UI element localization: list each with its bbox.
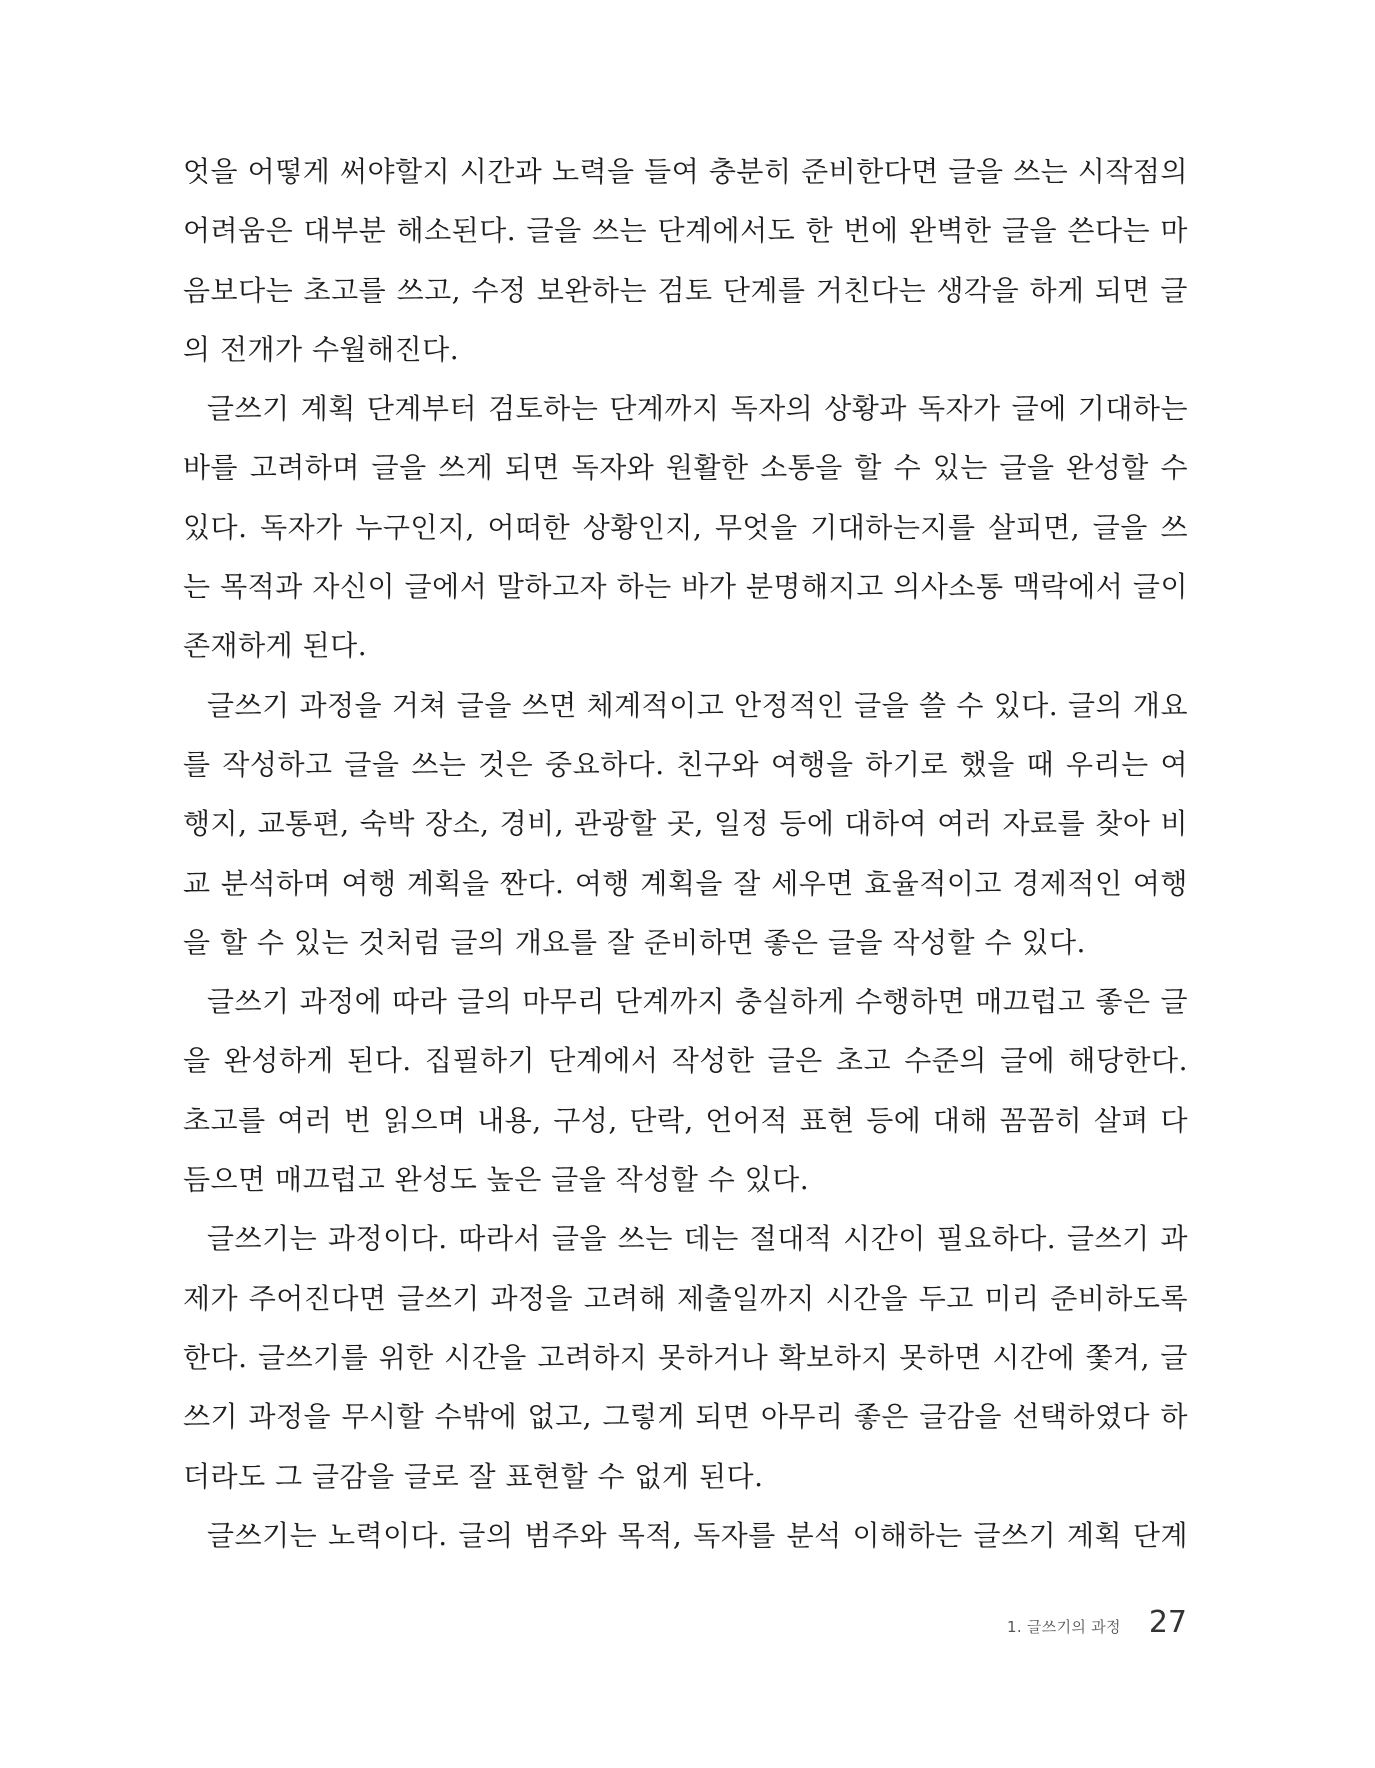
text-line: 교 분석하며 여행 계획을 짠다. 여행 계획을 잘 세우면 효율적이고 경제적인 여행 [183, 866, 1188, 900]
text-line: 바를 고려하며 글을 쓰게 되면 독자와 원활한 소통을 할 수 있는 글을 완성할 수 [183, 451, 1188, 485]
text-line: 존재하게 된다. [183, 629, 368, 663]
text-line: 쓰기 과정을 무시할 수밖에 없고, 그렇게 되면 아무리 좋은 글감을 선택하였다 하 [183, 1400, 1188, 1434]
text-line: 를 작성하고 글을 쓰는 것은 중요하다. 친구와 여행을 하기로 했을 때 우리는 여 [183, 747, 1188, 781]
text-line: 음보다는 초고를 쓰고, 수정 보완하는 검토 단계를 거친다는 생각을 하게 되면 글 [183, 273, 1188, 307]
text-line: 는 목적과 자신이 글에서 말하고자 하는 바가 분명해지고 의사소통 맥락에서 글이 [183, 570, 1188, 604]
text-line: 있다. 독자가 누구인지, 어떠한 상황인지, 무엇을 기대하는지를 살피면, 글을 쓰 [183, 510, 1188, 544]
text-line: 을 완성하게 된다. 집필하기 단계에서 작성한 글은 초고 수준의 글에 해당한다. [183, 1044, 1188, 1078]
text-line: 더라도 그 글감을 글로 잘 표현할 수 없게 된다. [183, 1459, 764, 1493]
text-line: 의 전개가 수월해진다. [183, 332, 460, 366]
text-line: 글쓰기 과정에 따라 글의 마무리 단계까지 충실하게 수행하면 매끄럽고 좋은 글 [207, 985, 1188, 1019]
text-line: 한다. 글쓰기를 위한 시간을 고려하지 못하거나 확보하지 못하면 시간에 쫓겨, 글 [183, 1340, 1188, 1374]
chapter-title: 1. 글쓰기의 과정 [1007, 1618, 1121, 1636]
text-line: 어려움은 대부분 해소된다. 글을 쓰는 단계에서도 한 번에 완벽한 글을 쓴다는 마 [183, 214, 1188, 248]
text-line: 행지, 교통편, 숙박 장소, 경비, 관광할 곳, 일정 등에 대하여 여러 자료를 찾아 비 [183, 807, 1188, 841]
text-line: 글쓰기 과정을 거쳐 글을 쓰면 체계적이고 안정적인 글을 쓸 수 있다. 글의 개요 [207, 688, 1188, 722]
text-line: 초고를 여러 번 읽으며 내용, 구성, 단락, 언어적 표현 등에 대해 꼼꼼히 살펴 다 [183, 1103, 1188, 1137]
body-text [183, 142, 1188, 1565]
text-line: 엇을 어떻게 써야할지 시간과 노력을 들여 충분히 준비한다면 글을 쓰는 시작점의 [183, 155, 1188, 188]
text-line: 글쓰기는 과정이다. 따라서 글을 쓰는 데는 절대적 시간이 필요하다. 글쓰기 과 [207, 1222, 1188, 1256]
page-number: 27 [1148, 1605, 1187, 1640]
text-line: 제가 주어진다면 글쓰기 과정을 고려해 제출일까지 시간을 두고 미리 준비하도록 [183, 1281, 1188, 1315]
text-line: 글쓰기 계획 단계부터 검토하는 단계까지 독자의 상황과 독자가 글에 기대하는 [207, 392, 1188, 426]
text-line: 글쓰기는 노력이다. 글의 범주와 목적, 독자를 분석 이해하는 글쓰기 계획 단계 [207, 1518, 1188, 1552]
text-line: 듬으면 매끄럽고 완성도 높은 글을 작성할 수 있다. [183, 1163, 810, 1197]
text-line: 을 할 수 있는 것처럼 글의 개요를 잘 준비하면 좋은 글을 작성할 수 있다. [183, 925, 1086, 959]
page-footer [1007, 1605, 1187, 1640]
